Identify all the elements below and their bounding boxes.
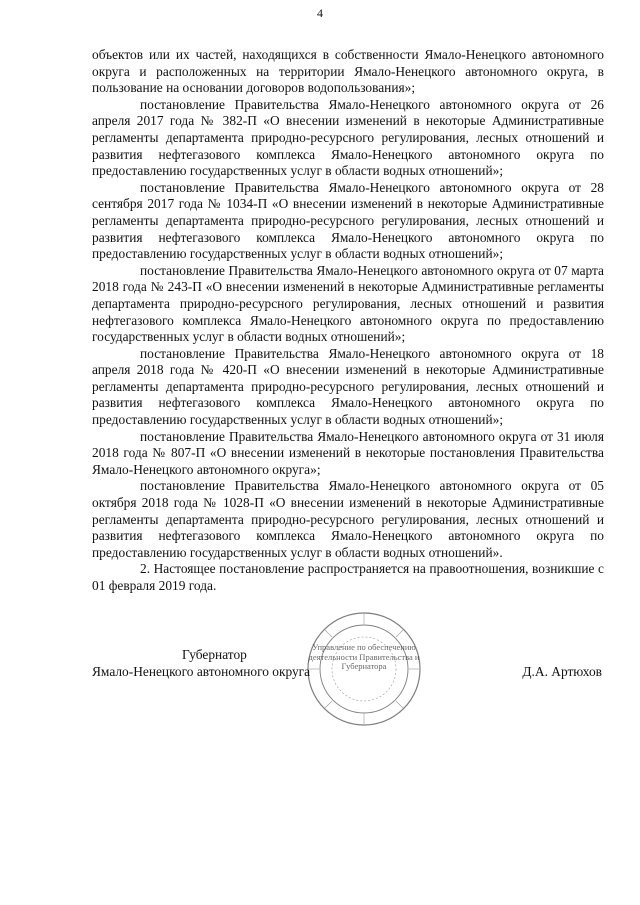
paragraph: объектов или их частей, находящихся в собственности Ямало-Ненецкого автономного округа и расположенных на территории Ямало-Ненецкого автономного округа, в пользование на основании договоров водопользования»; [92,47,604,96]
paragraph: постановление Правительства Ямало-Ненецкого автономного округа от 05 октября 2018 года № 1028-П «О внесении изменений в некоторые Административные регламенты департамента природно-ресурсного регулирования, лесных отношений и развития нефтегазового комплекса Ямало-Ненецкого автономного округа по предоставлению государственных услуг в области водных отношений». [92,478,604,560]
signer-organization: Ямало-Ненецкого автономного округа [92,664,311,679]
paragraph: постановление Правительства Ямало-Ненецкого автономного округа от 07 марта 2018 года № 243-П «О внесении изменений в некоторые Административные регламенты департамента природно-ресурсного регулирования, лесных отношений и развития нефтегазового комплекса Ямало-Ненецкого автономного округа по предоставлению государственных услуг в области водных отношений»; [92,262,604,345]
signer-title: Губернатор [182,647,247,662]
signer-name: Д.А. Артюхов [522,664,602,679]
paragraph: постановление Правительства Ямало-Ненецкого автономного округа от 18 апреля 2018 года № 420-П «О внесении изменений в некоторые Административные регламенты департамента природно-ресурсного регулирования, лесных отношений и развития нефтегазового комплекса Ямало-Ненецкого автономного округа по предоставлению государственных услуг в области водных отношений»; [92,345,604,428]
page-number: 4 [317,6,323,20]
document-body [92,47,604,595]
paragraph: 2. Настоящее постановление распространяется на правоотношения, возникшие с 01 февраля 2019 года. [92,561,604,593]
stamp-text-container [305,610,423,728]
paragraph: постановление Правительства Ямало-Ненецкого автономного округа от 26 апреля 2017 года № 382-П «О внесении изменений в некоторые Административные регламенты департамента природно-ресурсного регулирования, лесных отношений и развития нефтегазового комплекса Ямало-Ненецкого автономного округа по предоставлению государственных услуг в области водных отношений»; [92,96,604,179]
stamp-inner-text: Управление по обеспечению деятельности Правительства и Губернатора [308,642,420,671]
paragraph: постановление Правительства Ямало-Ненецкого автономного округа от 28 сентября 2017 года № 1034-П «О внесении изменений в некоторые Административные регламенты департамента природно-ресурсного регулирования, лесных отношений и развития нефтегазового комплекса Ямало-Ненецкого автономного округа по предоставлению государственных услуг в области водных отношений»; [92,179,604,262]
paragraph: постановление Правительства Ямало-Ненецкого автономного округа от 31 июля 2018 года № 807-П «О внесении изменений в некоторые постановления Правительства Ямало-Ненецкого автономного округа»; [92,428,604,477]
